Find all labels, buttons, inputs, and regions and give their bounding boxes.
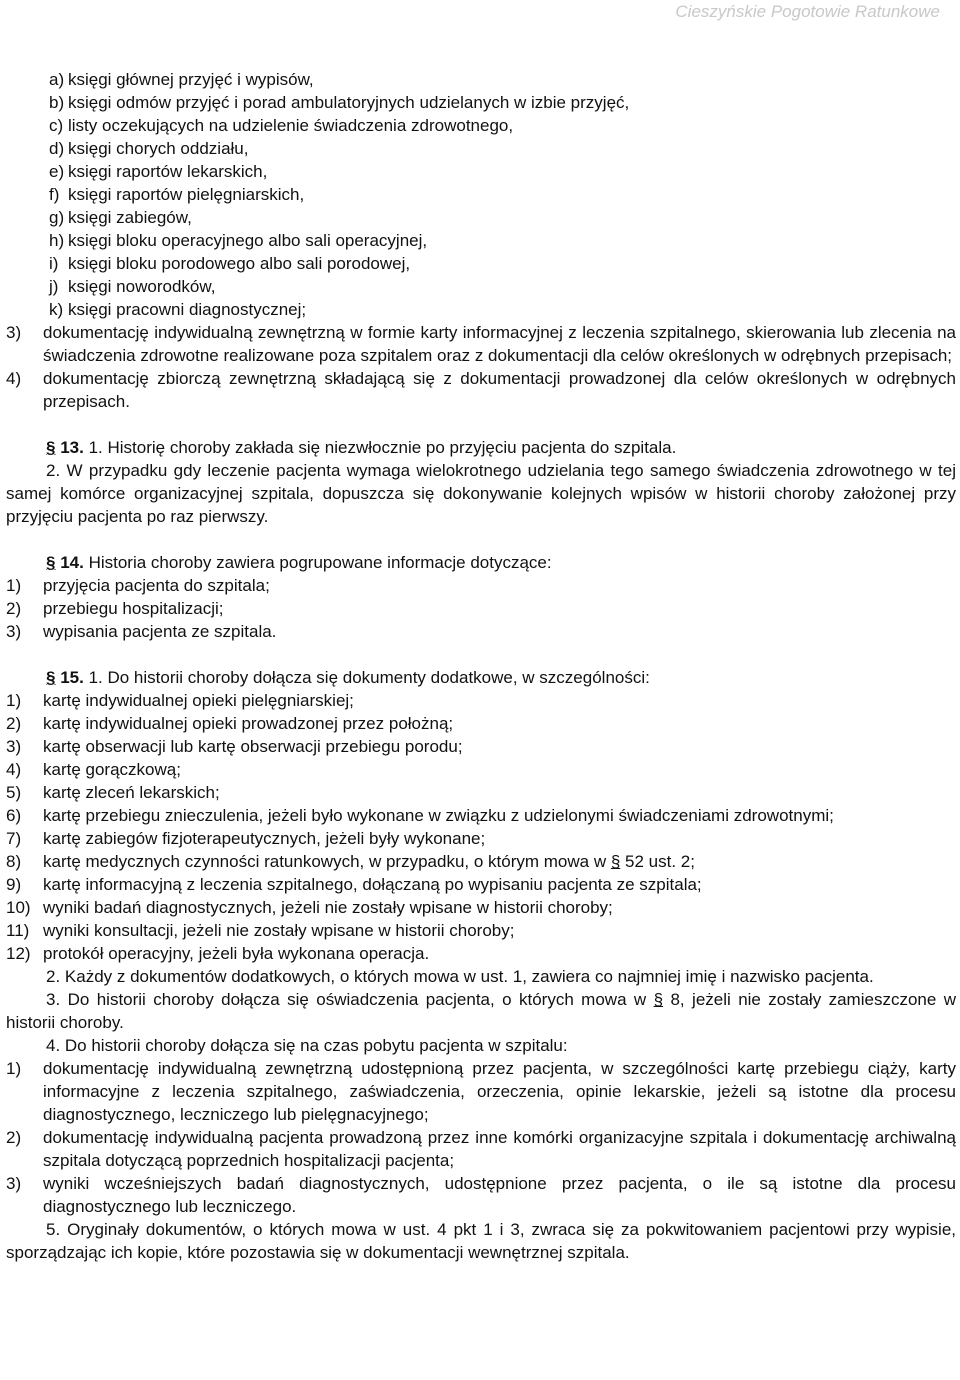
list-item: 3) kartę obserwacji lub kartę obserwacji przebiegu porodu; [6, 737, 463, 756]
section-number: 15. [60, 668, 84, 687]
section-text: Historia choroby zawiera pogrupowane informacje dotyczące: [88, 553, 552, 572]
paragraph-symbol: § [610, 852, 621, 871]
list-item: 3) dokumentację indywidualną zewnętrzną w formie karty informacyjnej z leczenia szpitalnego, skierowania lub zlecenia na świadczenia zdrowotne realizowane poza szpitalem oraz z dokumentacji dla celów określonych w odrębnych przepisach; [6, 323, 956, 365]
list-item: 5) kartę zleceń lekarskich; [6, 783, 220, 802]
list-item: 9) kartę informacyjną z leczenia szpitalnego, dołączaną po wypisaniu pacjenta ze szpitala; [6, 875, 702, 894]
list-item: d) księgi chorych oddziału, [49, 139, 249, 158]
list-item: 11) wyniki konsultacji, jeżeli nie zostały wpisane w historii choroby; [6, 921, 515, 940]
page-header: Cieszyńskie Pogotowie Ratunkowe [675, 2, 940, 21]
list-item: 10) wyniki badań diagnostycznych, jeżeli nie zostały wpisane w historii choroby; [6, 898, 613, 917]
section-15-paragraph-5: 5. Oryginały dokumentów, o których mowa w ust. 4 pkt 1 i 3, zwraca się za pokwitowaniem pacjentowi przy wypisie, sporządzając ich kopie, które pozostawia się w dokumentacji wewnętrznej szpitala. [6, 1220, 956, 1262]
list-items-3-4 [6, 321, 956, 413]
section-13-paragraph-2: 2. W przypadku gdy leczenie pacjenta wymaga wielokrotnego udzielania tego samego świadczenia zdrowotnego w tej samej komórce organizacyjnej szpitala, dopuszcza się dokonywanie kolejnych wpisów w historii choroby założonej przy przyjęciu pacjenta po raz pierwszy. [6, 461, 956, 526]
list-item: 2) kartę indywidualnej opieki prowadzonej przez położną; [6, 714, 454, 733]
list-item: h) księgi bloku operacyjnego albo sali operacyjnej, [49, 231, 428, 250]
list-item: g) księgi zabiegów, [49, 208, 192, 227]
section-15-list [6, 689, 956, 965]
list-item: 8) kartę medycznych czynności ratunkowych, w przypadku, o którym mowa w § 52 ust. 2; [6, 852, 695, 871]
list-item: 2) dokumentację indywidualną pacjenta prowadzoną przez inne komórki organizacyjne szpitala i dokumentację archiwalną szpitala dotyczącą poprzednich hospitalizacji pacjenta; [6, 1128, 956, 1170]
section-15-paragraph-2: 2. Każdy z dokumentów dodatkowych, o których mowa w ust. 1, zawiera co najmniej imię i nazwisko pacjenta. [46, 967, 874, 986]
list-item: c) listy oczekujących na udzielenie świadczenia zdrowotnego, [49, 116, 514, 135]
list-item: 6) kartę przebiegu znieczulenia, jeżeli było wykonane w związku z udzielonymi świadczeniami zdrowotnymi; [6, 806, 834, 825]
section-text: 1. Historię choroby zakłada się niezwłocznie po przyjęciu pacjenta do szpitala. [88, 438, 677, 457]
list-item: 3) wypisania pacjenta ze szpitala. [6, 622, 277, 641]
section-13 [6, 436, 956, 459]
list-a [6, 68, 956, 321]
list-item: f) księgi raportów pielęgniarskich, [49, 185, 305, 204]
list-item: i) księgi bloku porodowego albo sali porodowej, [49, 254, 411, 273]
list-item: 1) kartę indywidualnej opieki pielęgniarskiej; [6, 691, 354, 710]
list-item: k) księgi pracowni diagnostycznej; [49, 300, 307, 319]
list-item: b) księgi odmów przyjęć i porad ambulatoryjnych udzielanych w izbie przyjęć, [49, 93, 630, 112]
section-14-list [6, 574, 956, 643]
list-item: j) księgi noworodków, [49, 277, 216, 296]
section-15-paragraph-4: 4. Do historii choroby dołącza się na czas pobytu pacjenta w szpitalu: [46, 1036, 568, 1055]
list-item: 3) wyniki wcześniejszych badań diagnostycznych, udostępnione przez pacjenta, o ile są istotne dla procesu diagnostycznego lub leczniczego. [6, 1174, 956, 1216]
list-item: 4) kartę gorączkową; [6, 760, 181, 779]
section-15-paragraph-3: 3. Do historii choroby dołącza się oświadczenia pacjenta, o których mowa w § 8, jeżeli nie zostały zamieszczone w historii choroby. [6, 990, 956, 1032]
paragraph-symbol: § [46, 438, 56, 457]
section-number: 14. [60, 553, 84, 572]
paragraph-symbol: § [653, 990, 664, 1009]
section-15-paragraph-4-list [6, 1057, 956, 1218]
document-body [6, 68, 956, 1264]
list-item: 1) dokumentację indywidualną zewnętrzną udostępnioną przez pacjenta, w szczególności kartę przebiegu ciąży, karty informacyjne z leczenia szpitalnego, zaświadczenia, orzeczenia, opinie lekarskie, jeżeli są istotne dla procesu diagnostycznego, leczniczego lub pielęgnacyjnego; [6, 1059, 956, 1124]
section-14 [6, 551, 956, 574]
paragraph-symbol: § [46, 553, 56, 572]
list-item: 2) przebiegu hospitalizacji; [6, 599, 224, 618]
section-text: 1. Do historii choroby dołącza się dokumenty dodatkowe, w szczególności: [88, 668, 650, 687]
list-item: 1) przyjęcia pacjenta do szpitala; [6, 576, 270, 595]
section-number: 13. [60, 438, 84, 457]
list-item: e) księgi raportów lekarskich, [49, 162, 268, 181]
list-item: 12) protokół operacyjny, jeżeli była wykonana operacja. [6, 944, 430, 963]
list-item: a) księgi głównej przyjęć i wypisów, [49, 70, 314, 89]
list-item: 7) kartę zabiegów fizjoterapeutycznych, jeżeli były wykonane; [6, 829, 486, 848]
list-item: 4) dokumentację zbiorczą zewnętrzną składającą się z dokumentacji prowadzonej dla celów określonych w odrębnych przepisach. [6, 369, 956, 411]
section-15 [6, 666, 956, 689]
paragraph-symbol: § [46, 668, 56, 687]
